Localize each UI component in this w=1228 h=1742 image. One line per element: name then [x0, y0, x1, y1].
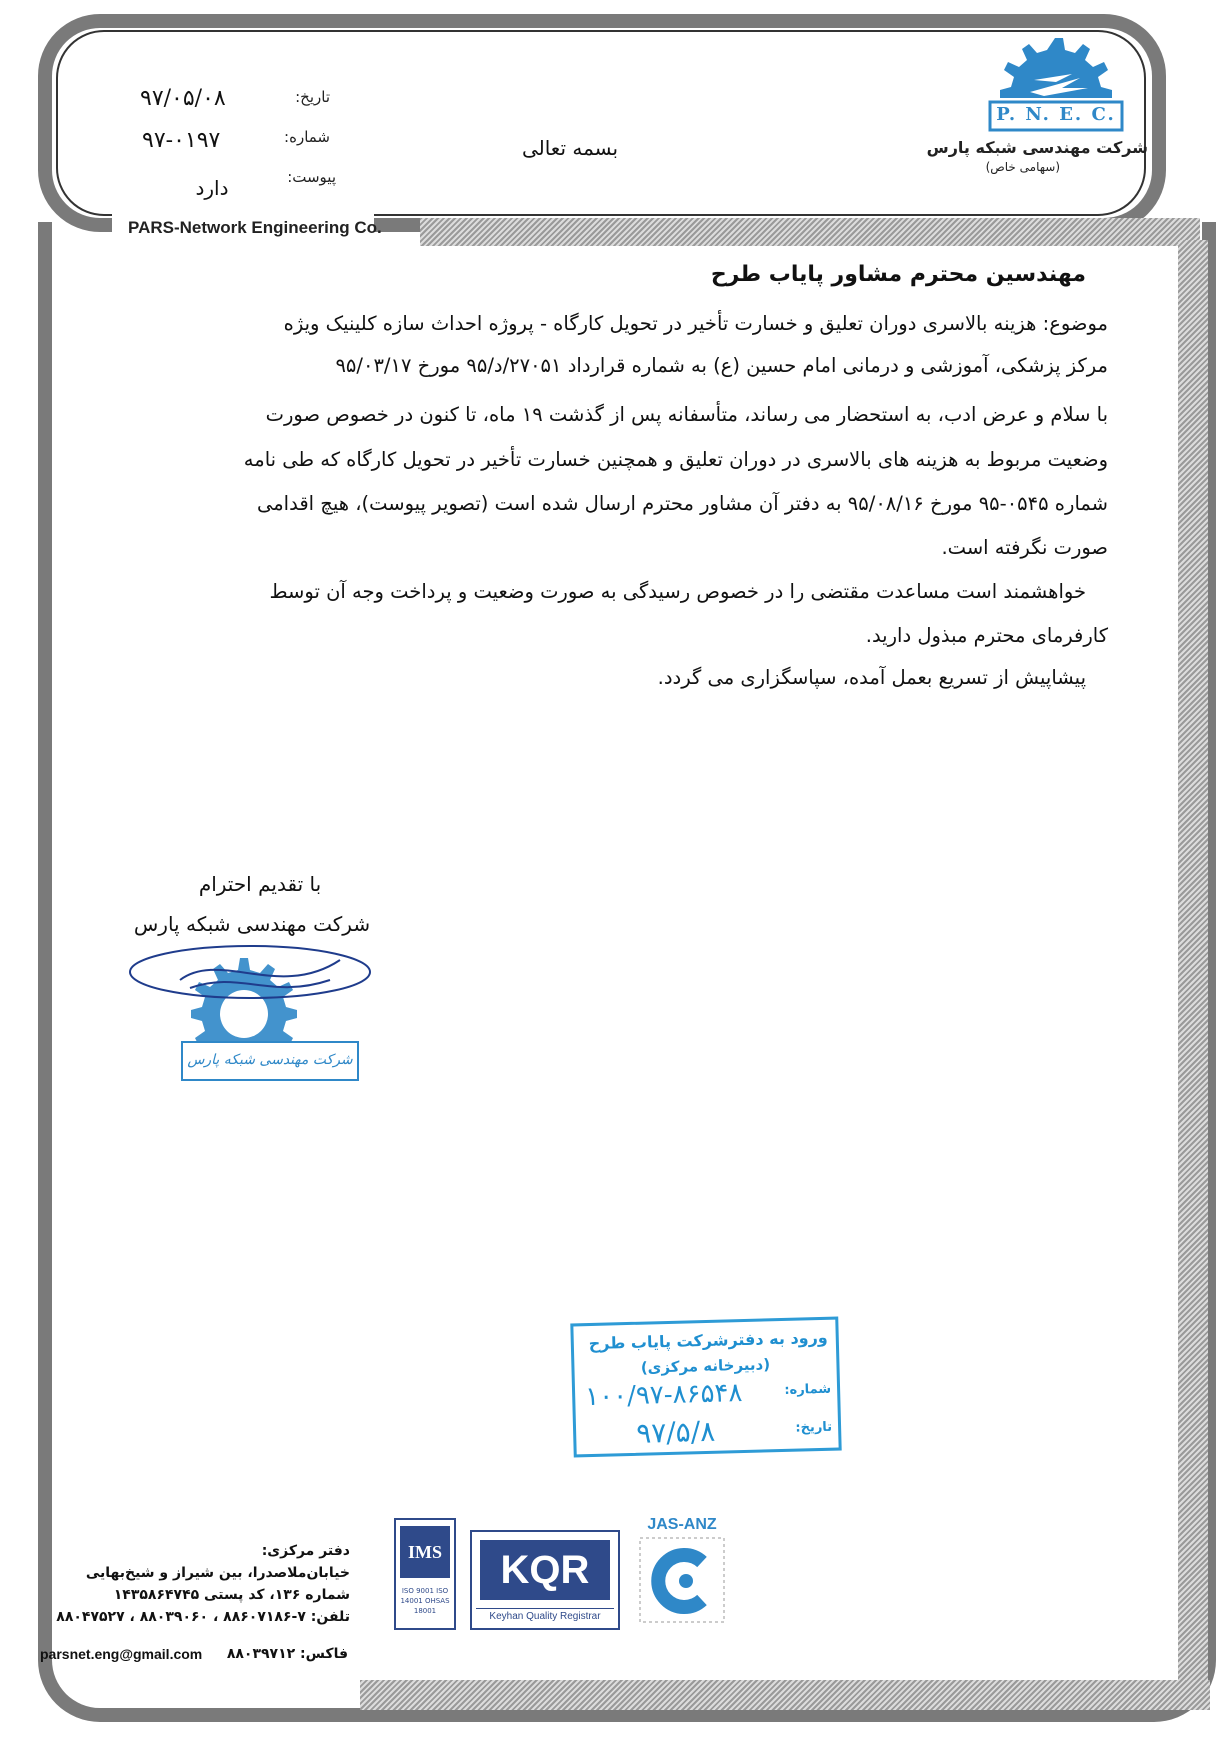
- kqr-cert-logo: [470, 1530, 620, 1630]
- phone: تلفن: ۷-۸۸۶۰۷۱۸۶ ، ۸۸۰۳۹۰۶۰ ، ۸۸۰۴۷۵۲۷: [56, 1609, 350, 1625]
- frame-hatch-bottom: [360, 1680, 1210, 1710]
- date-value: ۹۷/۰۵/۰۸: [140, 86, 226, 111]
- address-line-2: شماره ۱۳۶، کد پستی ۱۴۳۵۸۶۴۷۴۵: [113, 1587, 350, 1603]
- recipient: مهندسین محترم مشاور پایاب طرح: [710, 262, 1086, 287]
- number-value: ۹۷-۰۱۹۷: [142, 128, 221, 153]
- ims-cert-logo: [394, 1518, 456, 1630]
- company-logo: [960, 30, 1150, 180]
- stamp-number-label: شماره:: [784, 1381, 832, 1398]
- signatory: شرکت مهندسی شبکه پارس: [133, 912, 371, 936]
- para1-line-4: صورت نگرفته است.: [941, 536, 1108, 559]
- stamp-title: ورود به دفترشرکت پایاب طرح: [588, 1327, 828, 1354]
- number-label: شماره:: [284, 128, 330, 146]
- para1-line-2: وضعیت مربوط به هزینه های بالاسری در دوران تعلیق و همچنین خسارت تأخیر در تحویل کارگاه که طی نامه: [243, 448, 1108, 471]
- frame-hatch-top: [420, 218, 1200, 246]
- company-name-en: PARS-Network Engineering Co.: [128, 218, 382, 237]
- stamp-date-value: ۹۷/۵/۸: [635, 1414, 716, 1450]
- stamp-number-value: ۱۰۰/۹۷-۸۶۵۴۸: [584, 1378, 743, 1413]
- fax: فاکس: ۸۸۰۳۹۷۱۲: [226, 1646, 348, 1662]
- jas-anz-c-icon: [636, 1534, 728, 1628]
- ims-sub: ISO 9001 ISO 14001 OHSAS 18001: [400, 1587, 450, 1615]
- jas-anz-label: JAS-ANZ: [647, 1516, 717, 1533]
- company-name-fa: شرکت مهندسی شبکه پارس: [926, 138, 1148, 157]
- para1-line-1: با سلام و عرض ادب، به استحضار می رساند، متأسفانه پس از گذشت ۱۹ ماه، تا کنون در خصوص صورت: [265, 403, 1108, 426]
- office-label: دفتر مرکزی:: [261, 1543, 350, 1559]
- kqr-label: KQR: [480, 1540, 610, 1600]
- subject-line-2: مرکز پزشکی، آموزشی و درمانی امام حسین (ع) به شماره قرارداد ۲۷۰۵۱/د/۹۵ مورخ ۹۵/۰۳/۱۷: [335, 354, 1108, 377]
- footer-address: [40, 1540, 350, 1628]
- received-stamp: [570, 1317, 841, 1458]
- bismillah: بسمه تعالی: [521, 136, 619, 160]
- para2-line-2: کارفرمای محترم مبذول دارید.: [865, 624, 1108, 647]
- para1-line-3: شماره ۰۵۴۵-۹۵ مورخ ۹۵/۰۸/۱۶ به دفتر آن مشاور محترم ارسال شده است (تصویر پیوست)، هیچ اقدامی: [256, 492, 1108, 515]
- company-seal: [120, 940, 390, 1090]
- kqr-sub: Keyhan Quality Registrar: [476, 1608, 614, 1622]
- para2-line-1: خواهشمند است مساعدت مقتضی را در خصوص رسیدگی به صورت وضعیت و پرداخت وجه آن توسط: [269, 580, 1086, 603]
- para3-line-1: پیشاپیش از تسریع بعمل آمده، سپاسگزاری می گردد.: [657, 666, 1086, 689]
- jas-anz-cert-logo: [636, 1516, 728, 1636]
- attachment-value: دارد: [195, 176, 229, 200]
- closing: با تقدیم احترام: [198, 872, 322, 896]
- subject-line-1: موضوع: هزینه بالاسری دوران تعلیق و خسارت تأخیر در تحویل کارگاه - پروژه احداث سازه کلینیک ویژه: [283, 312, 1108, 335]
- ims-label: IMS: [400, 1526, 450, 1578]
- stamp-date-label: تاریخ:: [795, 1419, 833, 1436]
- company-type-fa: (سهامی خاص): [985, 160, 1060, 174]
- address-line-1: خیابان‌ملاصدرا، بین شیراز و شیخ‌بهایی: [85, 1565, 350, 1581]
- frame-hatch-right: [1178, 240, 1208, 1680]
- seal-text: شرکت مهندسی شبکه پارس: [187, 1052, 353, 1068]
- email[interactable]: parsnet.eng@gmail.com: [40, 1646, 203, 1662]
- attachment-label: پیوست:: [287, 168, 336, 186]
- stamp-subtitle: (دبیرخانه مرکزی): [640, 1355, 771, 1377]
- logo-abbrev: P. N. E. C.: [996, 104, 1116, 125]
- date-label: تاریخ:: [295, 88, 330, 106]
